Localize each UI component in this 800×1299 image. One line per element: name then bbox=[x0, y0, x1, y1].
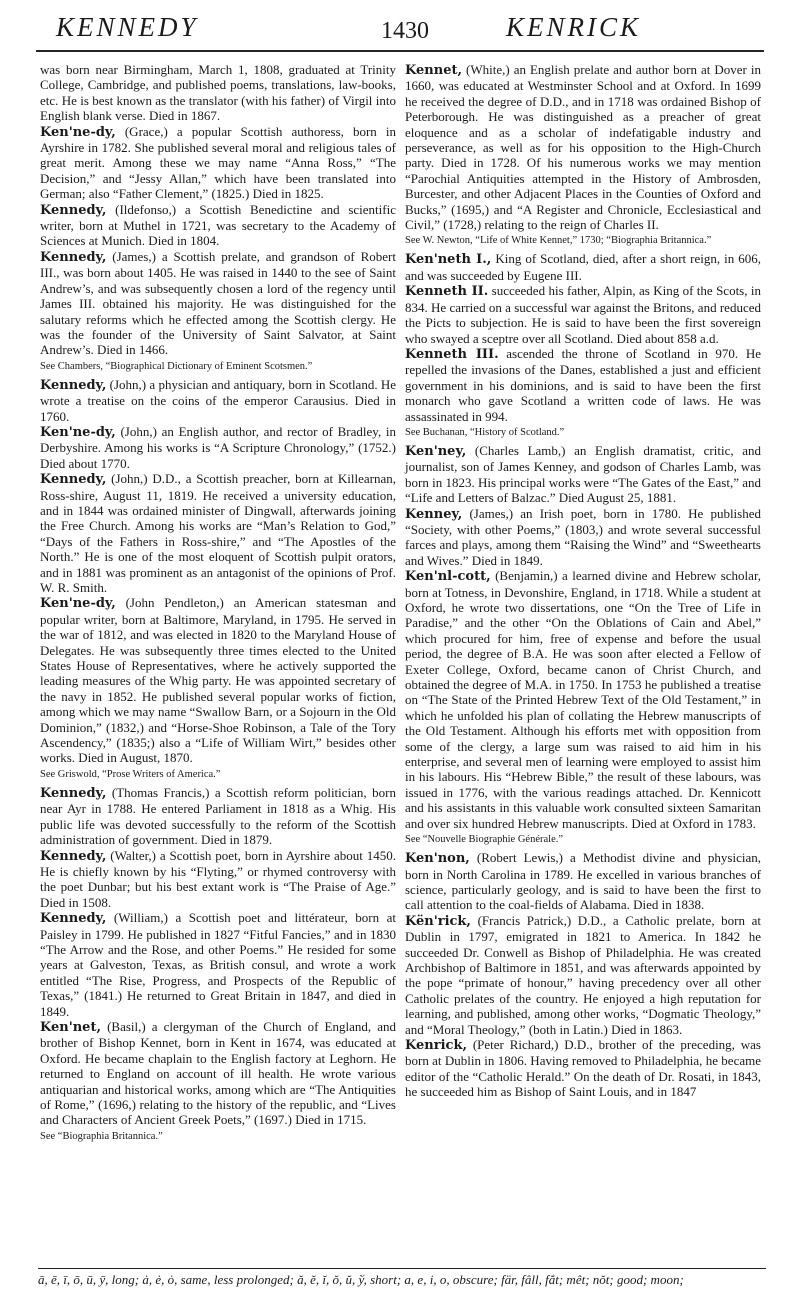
entry-text: (Peter Richard,) D.D., brother of the preceding, was born at Dublin in 1806. Having removed to Philadelphia, he became editor of the “Catholic Herald.” On the death of Dr. Rosati, in 1843, he succeeded him as Bishop of Saint Louis, and in 1847 bbox=[405, 1036, 761, 1100]
entry-text: (White,) an English prelate and author born at Dover in 1660, was educated at Westminster School and at Oxford. In 1699 he received the degree of D.D., and in 1718 was ordained Bishop of Peterborough. He was distinguished as a preacher of great eloquence and as a scholar of indefatigable industry and perseverance, as well as for his opposition to the High-Church party. Died in 1728. Of his numerous works we may mention “Parochial Antiquities attempted in the History of Ambrosden, Burcester, and other Adjacent Places in the Counties of Oxford and Bucks,” (1695,) and “A Register and Chronicle, Ecclesiastical and Civil,” (1728,) relating to the reign of Charles II. bbox=[405, 62, 761, 233]
dictionary-entry bbox=[405, 568, 761, 831]
entry-text: (John,) an English author, and rector of Bradley, in Derbyshire. Among his works is “A Scripture Chronology,” (1752.) Died about 1770. bbox=[40, 423, 396, 471]
dictionary-entry bbox=[405, 283, 761, 346]
dictionary-entry bbox=[40, 377, 396, 424]
entry-headword: Ken'non, bbox=[405, 851, 470, 867]
entry-headword: Ken'ne-dy, bbox=[40, 596, 116, 612]
entry-reference: See “Nouvelle Biographie Générale.” bbox=[405, 834, 564, 846]
entry-text: King of Scotland, died, after a short reign, in 606, and was succeeded by Eugene III. bbox=[405, 251, 761, 283]
entry-headword: Kenneth II. bbox=[405, 284, 489, 300]
entry-text: succeeded his father, Alpin, as King of the Scots, in 834. He carried on a successful war against the Britons, and reduced the Picts to subjection. He is said to have been the first sovereign who swayed a sceptre over all Scotland. Died about 858 a.d. bbox=[405, 283, 761, 346]
entry-headword: Kennedy, bbox=[40, 472, 107, 488]
header-left-word: KENNEDY bbox=[56, 12, 199, 42]
entry-headword: Ken'neth I., bbox=[405, 252, 492, 268]
entry-text: (Francis Patrick,) D.D., a Catholic prelate, born at Dublin in 1797, emigrated in 1821 to America. In 1842 he succeeded Dr. Conwell as Bishop of Philadelphia. He was created Archbishop of Baltimore in 1851, and was afterwards appointed by the pope “primate of honour,” having precedency over all other Catholic prelates of the country. He enjoyed a high reputation for learning, and published, among other works, “Dogmatic Theology,” and “Moral Theology,” (both in Latin.) Died in 1863. bbox=[405, 912, 761, 1037]
dictionary-entry bbox=[405, 251, 761, 283]
dictionary-entry bbox=[40, 1019, 396, 1128]
entry-text: (Basil,) a clergyman of the Church of England, and brother of Bishop Kennet, born in Kent in 1674, was educated at Oxford. He became chaplain to the English factory at Leghorn. He returned to England on account of ill health. He wrote various antiquarian and historical works, among which are “The Antiquities of Rome,” (1696,) relating to the history of the republic, and “Lives and Characters of Ancient Greek Poets,” (1697.) Died in 1715. bbox=[40, 1018, 396, 1128]
entry-text: was born near Birmingham, March 1, 1808, graduated at Trinity College, Cambridge, and published poems, translations, law-books, etc. He is best known as the translator (with his father) of Virgil into English blank verse. Died in 1867. bbox=[40, 62, 396, 124]
dictionary-entry bbox=[40, 249, 396, 358]
entry-headword: Kennedy, bbox=[40, 202, 107, 218]
running-header bbox=[36, 10, 764, 52]
entry-text: (John Pendleton,) an American statesman and popular writer, born at Baltimore, Maryland, in 1795. He served in the war of 1812, and was elected in 1820 to the Maryland House of Delegates. He was subsequently three times elected to the United States House of Representatives, where he actively supported the leading measures of the Whig party. He was appointed secretary of the navy in 1852. He published several popular works of fiction, among which we may name “Swallow Barn, or a Sojourn in the Old Dominion,” (1832,) and “Horse-Shoe Robinson, a Tale of the Tory Ascendency,” (1835;) also a “Life of William Wirt,” besides other works. Died in August, 1870. bbox=[40, 595, 396, 766]
entry-reference: See W. Newton, “Life of White Kennet,” 1730; “Biographia Britannica.” bbox=[405, 235, 712, 247]
dictionary-entry bbox=[405, 850, 761, 913]
entry-text: (William,) a Scottish poet and littérateur, born at Paisley in 1799. He published in 1827 “Fitful Fancies,” and in 1830 “The Arrow and the Rose, and other Poems.” He resided for some years at Galveston, Texas, as British consul, and wrote a work entitled “The Rise, Progress, and Prospects of the Republic of Texas,” (1841.) He returned to Great Britain in 1847, and died in 1849. bbox=[40, 910, 396, 1019]
entry-text: (Charles Lamb,) an English dramatist, critic, and journalist, son of James Kenney, and godson of Charles Lamb, was born in 1823. His principal works were “The Gates of the East,” and “Life and Letters of Balzac.” Died August 25, 1881. bbox=[405, 442, 761, 506]
entry-text: (Thomas Francis,) a Scottish reform politician, born near Ayr in 1788. He entered Parliament in 1818 as a Whig. His public life was devoted successfully to the reform of the Scottish administration of government. Died in 1879. bbox=[40, 784, 396, 848]
dictionary-entry bbox=[405, 62, 761, 232]
entry-headword: Kenneth III. bbox=[405, 346, 499, 362]
header-right-word: KENRICK bbox=[506, 12, 642, 42]
dictionary-entry bbox=[40, 62, 396, 124]
entry-text: (John,) D.D., a Scottish preacher, born at Killearnan, Ross-shire, August 11, 1819. He received a university education, and in 1844 was ordained minister of Dingwall, afterwards joining the Free Church. Among his works are “Man’s Relation to God,” “Days of the Fathers in Ross-shire,” and “The Apostles of the North.” He is one of the most eloquent of Scottish pulpit orators, and in 1881 was prominent as an antagonist of the opinions of Prof. W. R. Smith. bbox=[40, 471, 396, 595]
dictionary-entry bbox=[40, 124, 396, 202]
entry-headword: Kennedy, bbox=[40, 377, 107, 393]
entry-headword: Ken'ne-dy, bbox=[40, 124, 116, 140]
entry-headword: Kenney, bbox=[405, 506, 463, 522]
dictionary-entry bbox=[40, 202, 396, 249]
entry-reference: See “Biographia Britannica.” bbox=[40, 1130, 163, 1142]
entry-reference: See Griswold, “Prose Writers of America.” bbox=[40, 768, 221, 780]
pronunciation-key: ā, ē, ī, ō, ū, ȳ, long; ȧ, ė, ȯ, same, less prolonged; ă, ĕ, ĭ, ŏ, ŭ, ў, short; a, e, i, o, obscure; fär, fâll, fắt; mêt; nŏt; good; moon; bbox=[38, 1268, 766, 1294]
dictionary-entry bbox=[40, 848, 396, 911]
entry-headword: Ken'ney, bbox=[405, 443, 467, 459]
entry-headword: Ken'nl-cott, bbox=[405, 569, 491, 585]
entry-text: (James,) an Irish poet, born in 1780. He published “Society, with other Poems,” (1803,) and wrote several successful farces and plays, among them “Raising the Wind” and “Sweethearts and Wives.” Died in 1849. bbox=[405, 505, 761, 568]
dictionary-entry bbox=[40, 595, 396, 765]
entry-text: (Walter,) a Scottish poet, born in Ayrshire about 1450. He is chiefly known by his “Flyting,” or rhymed controversy with the poet Dunbar; but his best extant work is “The Praise of Age.” Died in 1508. bbox=[40, 847, 396, 910]
page-number: 1430 bbox=[381, 18, 429, 44]
entry-headword: Kennedy, bbox=[40, 848, 107, 864]
entry-headword: Kën'rick, bbox=[405, 913, 471, 929]
entry-headword: Kennedy, bbox=[40, 785, 107, 801]
dictionary-entry bbox=[40, 471, 396, 595]
dictionary-entry bbox=[405, 913, 761, 1037]
left-column bbox=[40, 62, 396, 1147]
entry-headword: Kennedy, bbox=[40, 911, 107, 927]
entry-text: ascended the throne of Scotland in 970. He repelled the invasions of the Danes, established a just and efficient government in his dominions, and is said to have been the first monarch who gave Scotland a written code of laws. He was assassinated in 994. bbox=[405, 345, 761, 424]
entry-headword: Ken'ne-dy, bbox=[40, 424, 116, 440]
entry-reference: See Buchanan, “History of Scotland.” bbox=[405, 426, 565, 438]
dictionary-entry bbox=[40, 785, 396, 848]
dictionary-entry bbox=[405, 506, 761, 569]
entry-headword: Kennedy, bbox=[40, 249, 107, 265]
dictionary-entry bbox=[40, 910, 396, 1019]
entry-text: (Grace,) a popular Scottish authoress, born in Ayrshire in 1782. She published several moral and religious tales of great merit. Among these we may name “Anna Ross,” “The Decision,” and “Jessy Allan,” which have been translated into German; also “Father Clement,” (1825.) Died in 1825. bbox=[40, 123, 396, 202]
entry-text: (Benjamin,) a learned divine and Hebrew scholar, born at Totness, in Devonshire, England, in 1718. While a student at Oxford, he wrote two dissertations, one “On the Tree of Life in Paradise,” and the other “On the Oblations of Cain and Abel,” which procured for him, free of expense and before the usual period, the degree of B.A. He was soon after elected a Fellow of Exeter College, Oxford, became canon of Christ Church, and obtained the degree of M.A. in 1750. In 1753 he published a treatise on “The State of the Printed Hebrew Text of the Old Testament,” in which he unfolded his plan of collating the Hebrew manuscripts of the Old Testament. Although his efforts met with opposition from some of the clergy, a large sum was raised to aid him in his enterprise, and several men of learning were employed to assist him in his labours. His “Hebrew Bible,” the result of these labours, was issued in 1776, with the various readings attached. Dr. Kennicott and his assistants in this valuable work consulted sixteen Samaritan and over six hundred Hebrew manuscripts. Died at Oxford in 1783. bbox=[405, 568, 761, 831]
right-column bbox=[405, 62, 761, 1100]
entry-text: (James,) a Scottish prelate, and grandson of Robert III., was born about 1405. He was raised in 1440 to the see of Saint Andrew’s, and was subsequently chosen a lord of the regency until James III. obtained his majority. He was distinguished for the salutary reforms which he effected among the Scottish clergy. He was the founder of the University of Saint Salvator, at Saint Andrew’s. Died in 1466. bbox=[40, 248, 396, 358]
dictionary-entry bbox=[40, 424, 396, 471]
entry-text: (Robert Lewis,) a Methodist divine and physician, born in North Carolina in 1789. He excelled in various branches of science, particularly geology, and is said to have been the first to call attention to the coal-fields of Alabama. Died in 1838. bbox=[405, 850, 761, 913]
dictionary-entry bbox=[405, 1037, 761, 1100]
entry-text: (Ildefonso,) a Scottish Benedictine and scientific writer, born at Muthel in 1721, was secretary to the Academy of Sciences at Munich. Died in 1804. bbox=[40, 201, 396, 249]
entry-headword: Kennet, bbox=[405, 63, 462, 78]
entry-text: (John,) a physician and antiquary, born in Scotland. He wrote a treatise on the coins of the emperor Carausius. Died in 1760. bbox=[40, 376, 396, 424]
entry-reference: See Chambers, “Biographical Dictionary of Eminent Scotsmen.” bbox=[40, 360, 313, 372]
entry-headword: Kenrick, bbox=[405, 1037, 467, 1053]
entry-headword: Ken'net, bbox=[40, 1019, 101, 1035]
dictionary-entry bbox=[405, 443, 761, 506]
dictionary-entry bbox=[405, 346, 761, 424]
